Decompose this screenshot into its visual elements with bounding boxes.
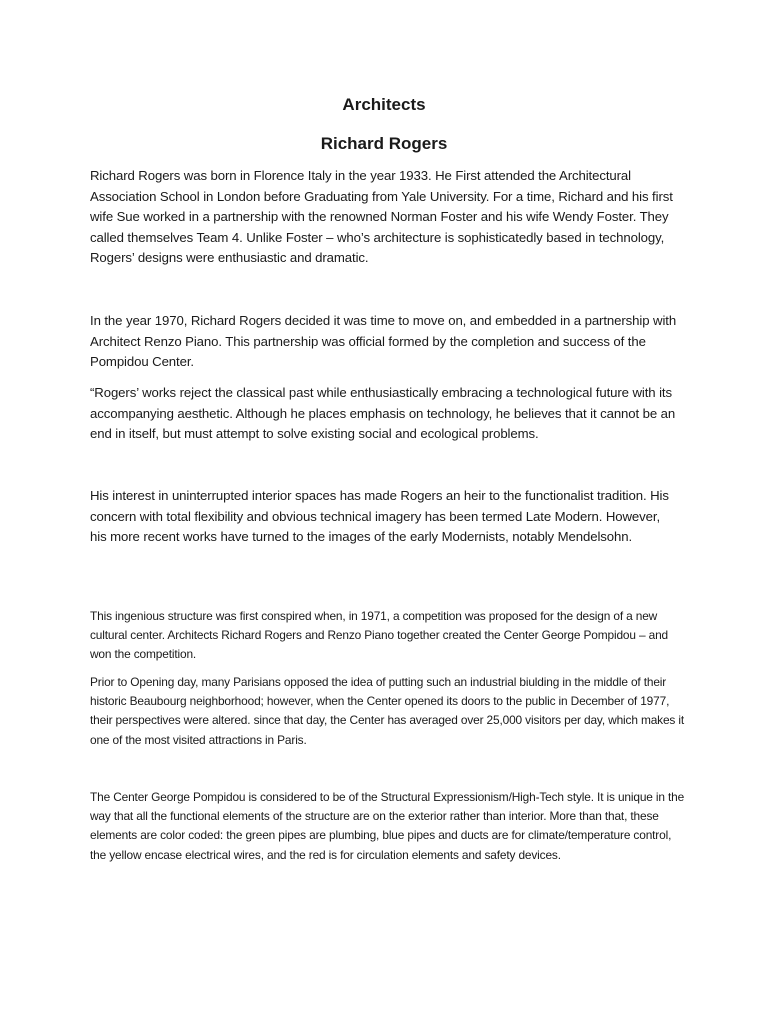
paragraph-biography: Richard Rogers was born in Florence Italy in the year 1933. He First attended the Architectural Association School in London before Graduating from Yale University. For a time, Richard and his first wife Sue worked in a partnership with the renowned Norman Foster and his wife Wendy Foster. They called themselves Team 4. Unlike Foster – who’s architecture is sophisticatedly based in technology, Rogers’ designs were enthusiastic and dramatic. xyxy=(90,168,673,265)
paragraph-functionalism: His interest in uninterrupted interior spaces has made Rogers an heir to the functionalist tradition. His concern with total flexibility and obvious technical imagery has been termed Late Modern. However, his more recent works have turned to the images of the early Modernists, notably Mendelsohn. xyxy=(90,488,669,544)
paragraph-style: The Center George Pompidou is considered to be of the Structural Expressionism/High-Tech style. It is unique in the way that all the functional elements of the structure are on the exterior rather than interior. More than that, these elements are color coded: the green pipes are plumbing, blue pipes and ducts are for climate/temperature control, the yellow encase electrical wires, and the red is for circulation elements and safety devices. xyxy=(90,790,685,862)
paragraph-quote: “Rogers’ works reject the classical past while enthusiastically embracing a technological future with its accompanying aesthetic. Although he places emphasis on technology, he believes that it cannot be an end in itself, but must attempt to solve existing social and ecological problems. xyxy=(90,385,676,441)
document-subtitle: Richard Rogers xyxy=(320,134,448,153)
paragraph-opening-day: Prior to Opening day, many Parisians opposed the idea of putting such an industrial biulding in the middle of their historic Beaubourg neighborhood; however, when the Center opened its doors to the public in December of 1977, their perspectives were altered. since that day, the Center has averaged over 25,000 visitors per day, which makes it one of the most visited attractions in Paris. xyxy=(90,675,685,747)
document-title: Architects xyxy=(342,95,426,114)
paragraph-competition: This ingenious structure was first conspired when, in 1971, a competition was proposed for the design of a new cultural center. Architects Richard Rogers and Renzo Piano together created the Center George Pompidou – and won the competition. xyxy=(90,609,669,662)
paragraph-partnership: In the year 1970, Richard Rogers decided it was time to move on, and embedded in a partnership with Architect Renzo Piano. This partnership was official formed by the completion and success of the Pompidou Center. xyxy=(90,313,677,369)
